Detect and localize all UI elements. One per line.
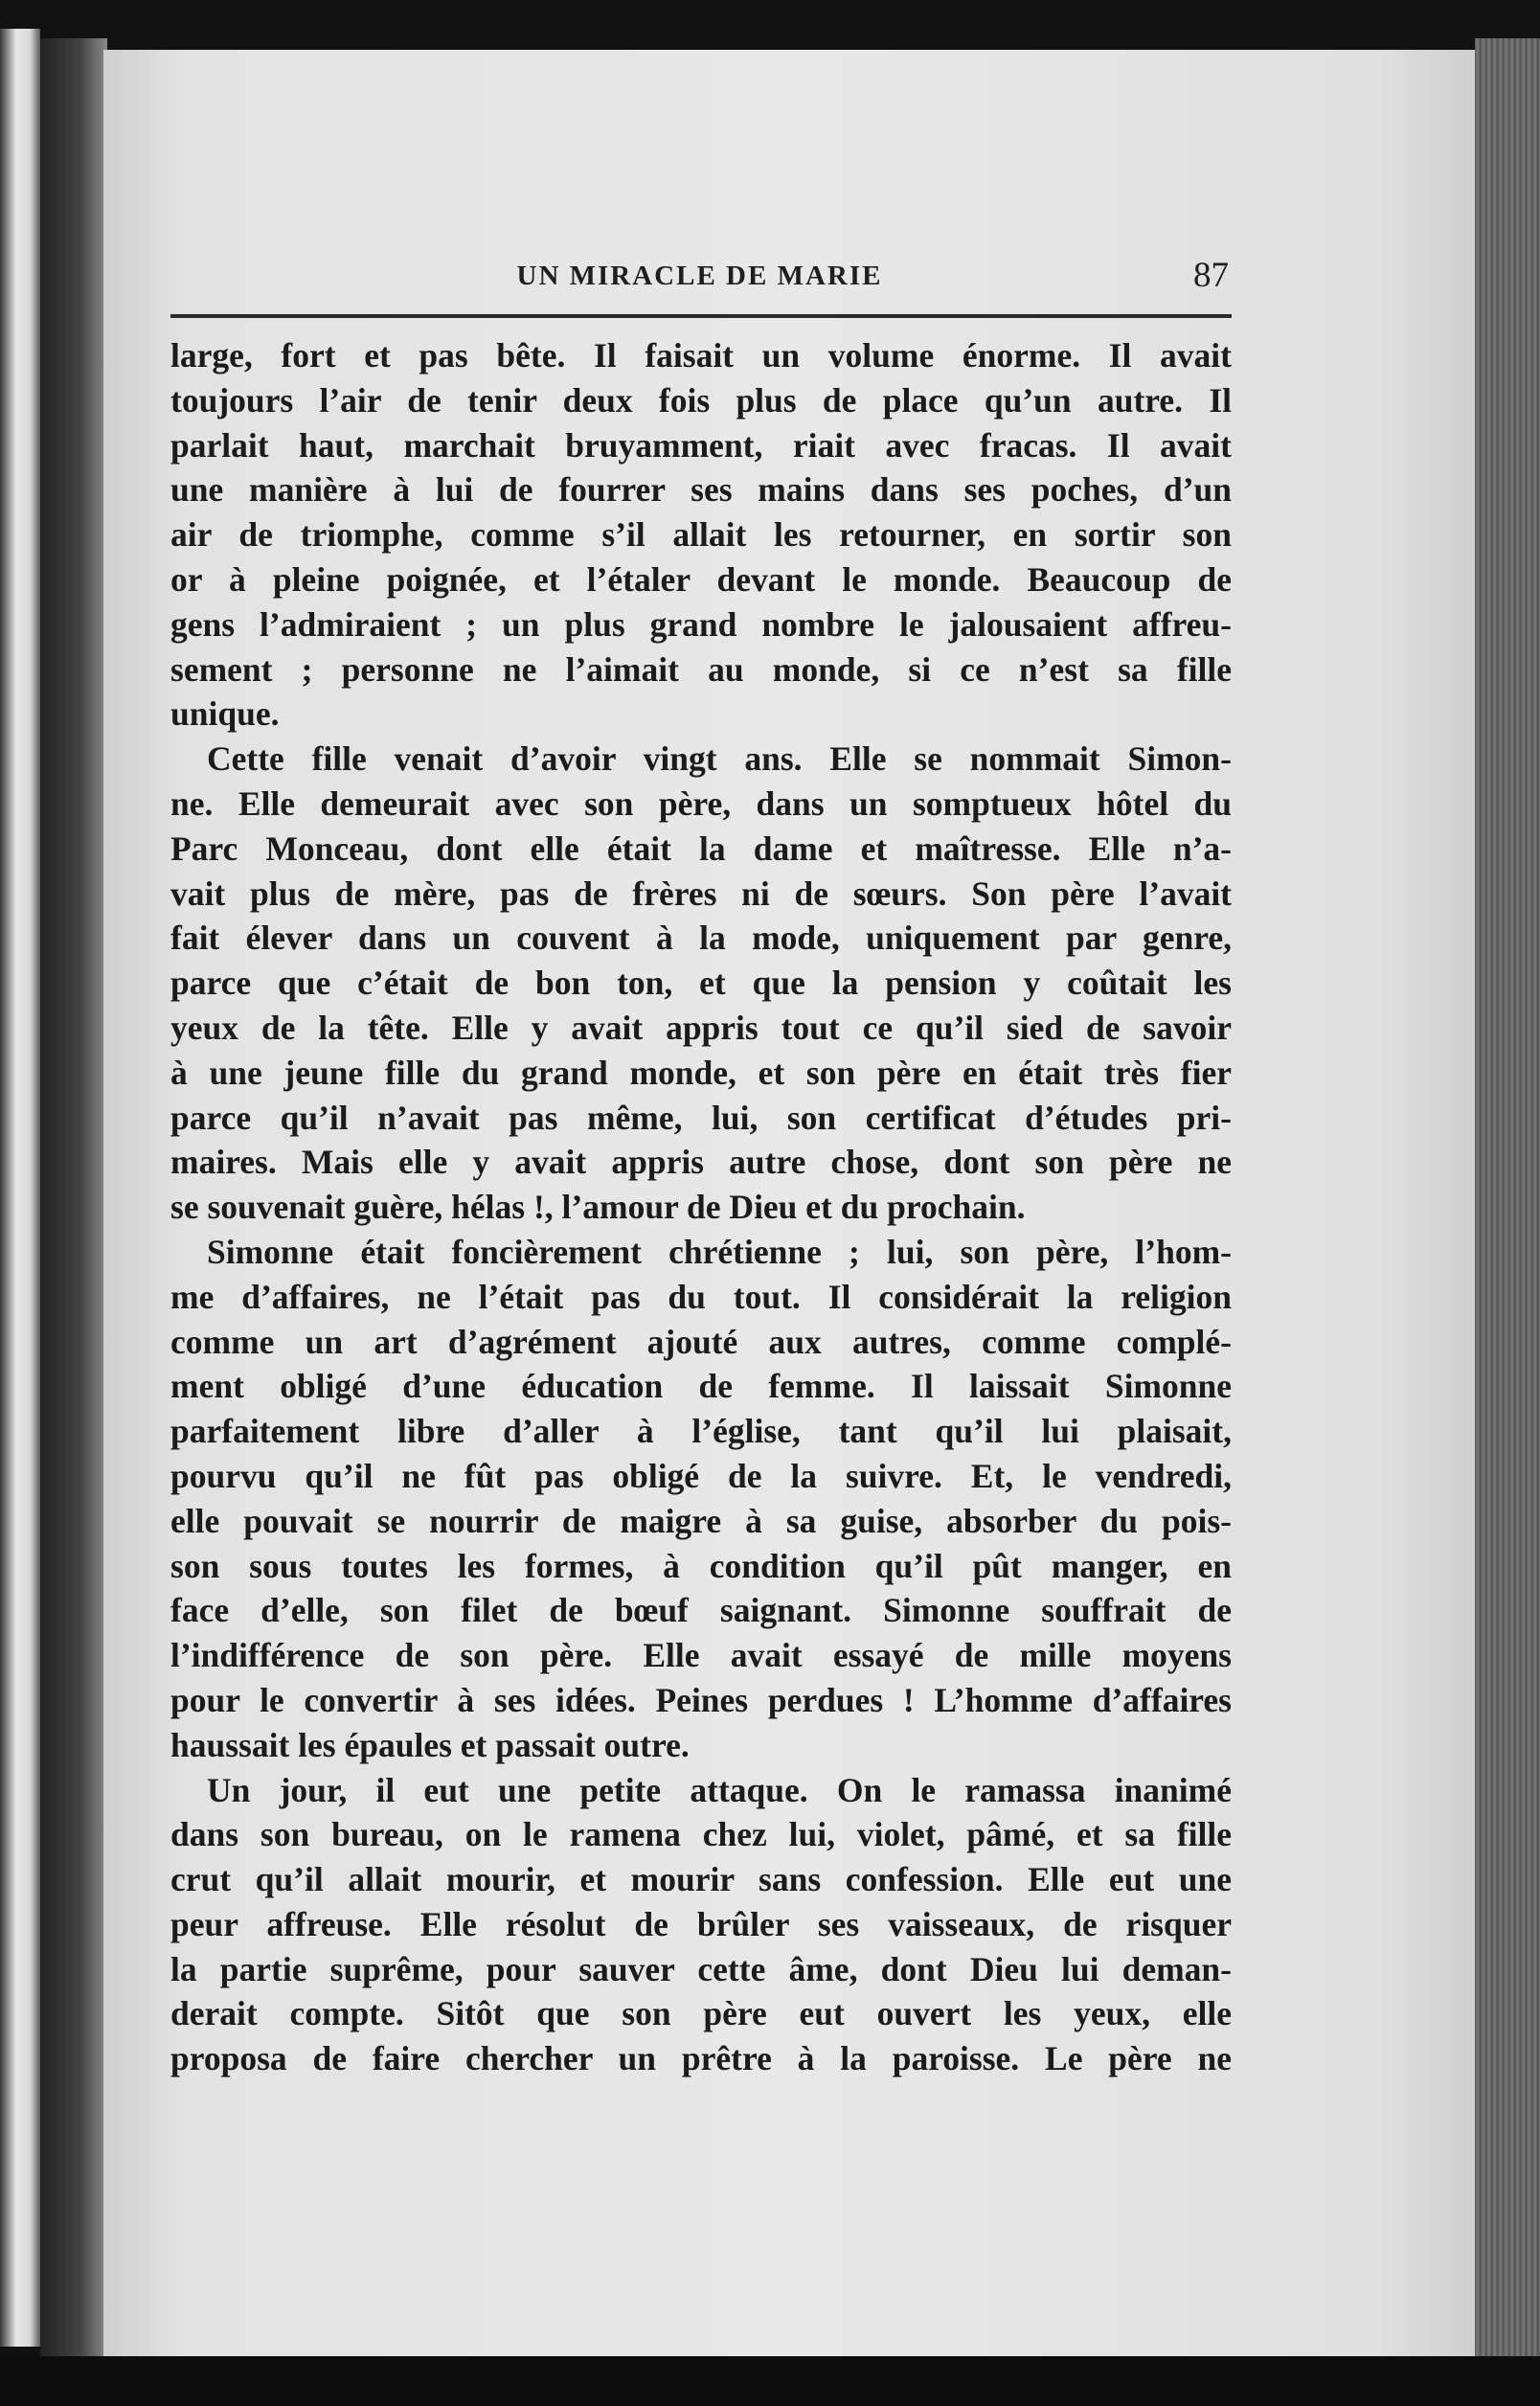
text-line: air de triomphe, comme s’il allait les retourner, en sortir son bbox=[170, 515, 1232, 555]
text-line: large, fort et pas bête. Il faisait un volume énorme. Il avait bbox=[170, 336, 1232, 375]
text-line: maires. Mais elle y avait appris autre chose, dont son père ne bbox=[170, 1143, 1232, 1182]
bottom-shadow bbox=[0, 2356, 1540, 2406]
text-line: Un jour, il eut une petite attaque. On le ramassa inanimé bbox=[207, 1770, 1232, 1809]
text-line: son sous toutes les formes, à condition qu’il pût manger, en bbox=[170, 1546, 1232, 1585]
text-line: Parc Monceau, dont elle était la dame et maîtresse. Elle n’a- bbox=[170, 828, 1232, 868]
body-text bbox=[170, 333, 1232, 2081]
text-line: sement ; personne ne l’aimait au monde, si ce n’est sa fille bbox=[170, 649, 1232, 689]
text-line: fait élever dans un couvent à la mode, uniquement par genre, bbox=[170, 919, 1232, 958]
text-line: Simonne était foncièrement chrétienne ; lui, son père, l’hom- bbox=[207, 1232, 1232, 1271]
text-line: parce qu’il n’avait pas même, lui, son certificat d’études pri- bbox=[170, 1098, 1232, 1137]
text-line: gens l’admiraient ; un plus grand nombre le jalousaient affreu- bbox=[170, 604, 1232, 644]
text-line: l’indifférence de son père. Elle avait essayé de mille moyens bbox=[170, 1636, 1232, 1675]
text-line: se souvenait guère, hélas !, l’amour de Dieu et du prochain. bbox=[170, 1188, 1026, 1227]
page-stack-edge bbox=[1475, 38, 1540, 2375]
adjacent-page-edge bbox=[0, 29, 40, 2347]
text-line: pourvu qu’il ne fût pas obligé de la suivre. Et, le vendredi, bbox=[170, 1456, 1232, 1495]
text-line: parfaitement libre d’aller à l’église, tant qu’il lui plaisait, bbox=[170, 1412, 1232, 1451]
text-line: peur affreuse. Elle résolut de brûler ses vaisseaux, de risquer bbox=[170, 1904, 1232, 1943]
text-line: or à pleine poignée, et l’étaler devant le monde. Beaucoup de bbox=[170, 559, 1232, 599]
header-rule bbox=[170, 314, 1232, 318]
book-page bbox=[103, 50, 1487, 2363]
running-head: UN MIRACLE DE MARIE bbox=[516, 261, 883, 291]
text-line: proposa de faire chercher un prêtre à la paroisse. Le père ne bbox=[170, 2039, 1232, 2078]
text-line: comme un art d’agrément ajouté aux autres, comme complé- bbox=[170, 1322, 1232, 1361]
text-line: elle pouvait se nourrir de maigre à sa guise, absorber du pois- bbox=[170, 1501, 1232, 1540]
text-line: parlait haut, marchait bruyamment, riait avec fracas. Il avait bbox=[170, 425, 1232, 465]
text-line: dans son bureau, on le ramena chez lui, violet, pâmé, et sa fille bbox=[170, 1815, 1232, 1854]
text-line: Cette fille venait d’avoir vingt ans. Elle se nommait Simon- bbox=[207, 739, 1232, 779]
text-line: unique. bbox=[170, 694, 280, 734]
text-line: une manière à lui de fourrer ses mains dans ses poches, d’un bbox=[170, 470, 1232, 510]
page-number: 87 bbox=[1193, 256, 1229, 295]
text-line: yeux de la tête. Elle y avait appris tout ce qu’il sied de savoir bbox=[170, 1008, 1232, 1047]
text-line: la partie suprême, pour sauver cette âme, dont Dieu lui deman- bbox=[170, 1949, 1232, 1988]
text-line: haussait les épaules et passait outre. bbox=[170, 1725, 690, 1764]
text-line: derait compte. Sitôt que son père eut ouvert les yeux, elle bbox=[170, 1994, 1232, 2033]
book-gutter-shadow bbox=[40, 38, 107, 2375]
text-line: toujours l’air de tenir deux fois plus de place qu’un autre. Il bbox=[170, 380, 1232, 420]
text-line: ment obligé d’une éducation de femme. Il laissait Simonne bbox=[170, 1367, 1232, 1406]
text-line: parce que c’était de bon ton, et que la pension y coûtait les bbox=[170, 964, 1232, 1003]
text-line: crut qu’il allait mourir, et mourir sans confession. Elle eut une bbox=[170, 1860, 1232, 1899]
text-line: pour le convertir à ses idées. Peines perdues ! L’homme d’affaires bbox=[170, 1680, 1232, 1719]
text-line: vait plus de mère, pas de frères ni de sœurs. Son père l’avait bbox=[170, 874, 1232, 913]
text-line: ne. Elle demeurait avec son père, dans un somptueux hôtel du bbox=[170, 783, 1232, 823]
text-line: me d’affaires, ne l’était pas du tout. Il considérait la religion bbox=[170, 1277, 1232, 1316]
page-header bbox=[170, 256, 1229, 299]
text-line: à une jeune fille du grand monde, et son père en était très fier bbox=[170, 1053, 1232, 1092]
text-line: face d’elle, son filet de bœuf saignant. Simonne souffrait de bbox=[170, 1591, 1232, 1630]
